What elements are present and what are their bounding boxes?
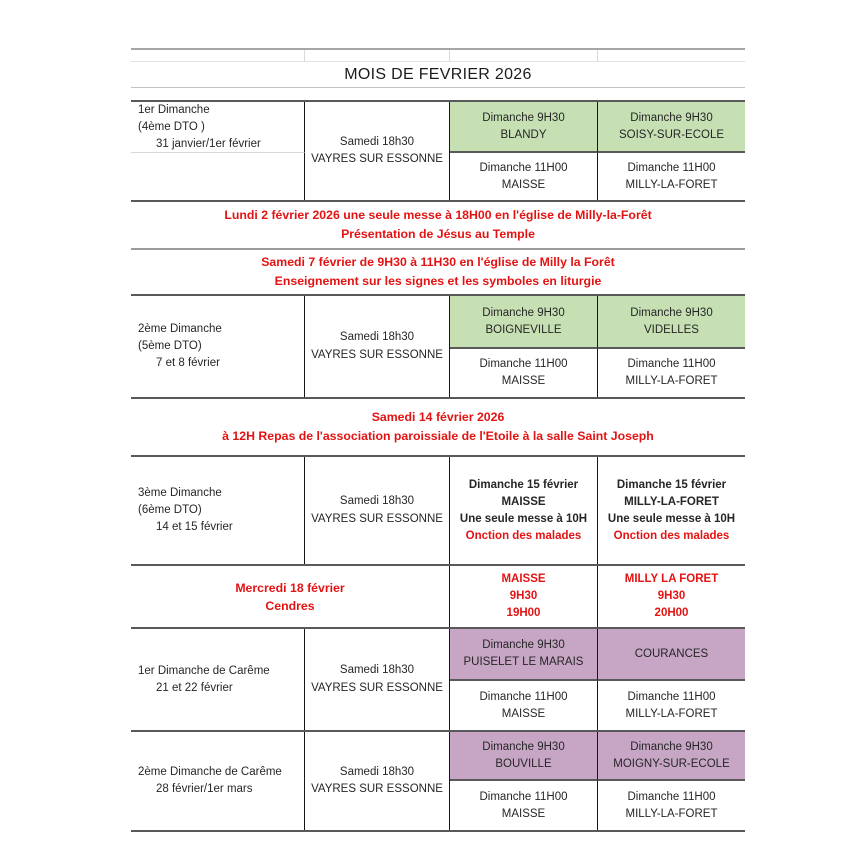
text-line: (5ème DTO) bbox=[138, 340, 202, 352]
week1-label-cell bbox=[131, 102, 305, 153]
week5-1100-left-cell bbox=[450, 781, 598, 830]
week2-1100-right-cell bbox=[598, 349, 745, 397]
text-line: 19H00 bbox=[506, 607, 541, 619]
week4-saturday-cell bbox=[305, 629, 450, 730]
text-line: (6ème DTO) bbox=[138, 504, 202, 516]
text-line: MAISSE bbox=[501, 178, 546, 191]
week5-row bbox=[131, 730, 745, 832]
week5-1100-right-cell bbox=[598, 781, 745, 830]
spacer-cell bbox=[131, 50, 305, 61]
spacer-cell bbox=[450, 50, 598, 61]
week1-saturday-cell bbox=[305, 102, 450, 200]
text-line: BOIGNEVILLE bbox=[485, 323, 562, 336]
text-line: BLANDY bbox=[500, 128, 547, 141]
text-line: 20H00 bbox=[654, 607, 689, 619]
text-line: BOUVILLE bbox=[495, 757, 552, 770]
text-line: MOIGNY-SUR-ECOLE bbox=[613, 757, 730, 770]
text-line: Lundi 2 février 2026 une seule messe à 18H00 en l'église de Milly-la-Forêt bbox=[224, 207, 652, 222]
text-line: Cendres bbox=[265, 598, 315, 613]
text-line: 14 et 15 février bbox=[156, 521, 233, 533]
text-line: MILLY-LA-FORET bbox=[625, 375, 718, 387]
week5-label-cell bbox=[131, 732, 305, 830]
notice-candlemas bbox=[131, 200, 745, 248]
week3-saturday-cell bbox=[305, 457, 450, 564]
text-line: 1er Dimanche de Carême bbox=[138, 664, 270, 677]
text-line: VAYRES SUR ESSONNE bbox=[311, 783, 443, 795]
spacer-cell bbox=[598, 50, 745, 61]
week3-maisse-cell bbox=[450, 457, 598, 564]
text-line: 1er Dimanche bbox=[138, 103, 210, 116]
text-line: 21 et 22 février bbox=[156, 681, 233, 694]
text-line: Présentation de Jésus au Temple bbox=[341, 227, 535, 241]
text-line: Dimanche 11H00 bbox=[627, 358, 716, 370]
week4-row bbox=[131, 627, 745, 730]
text-line: Samedi 18h30 bbox=[339, 331, 415, 343]
text-line: Dimanche 9H30 bbox=[630, 111, 713, 124]
week3-milly-cell bbox=[598, 457, 745, 564]
week5-saturday-cell bbox=[305, 732, 450, 830]
text-line: MAISSE bbox=[501, 375, 546, 387]
text-line: Dimanche 9H30 bbox=[482, 740, 565, 753]
text-line: SOISY-SUR-ECOLE bbox=[618, 128, 725, 141]
page-title: MOIS DE FEVRIER 2026 bbox=[131, 62, 745, 88]
text-line: Samedi 18h30 bbox=[339, 664, 415, 676]
text-line: Dimanche 9H30 bbox=[630, 306, 713, 319]
week2-saturday-cell bbox=[305, 296, 450, 397]
text-line: 2ème Dimanche de Carême bbox=[138, 766, 282, 778]
text-line: 3ème Dimanche bbox=[138, 487, 222, 499]
text-line: 2ème Dimanche bbox=[138, 323, 222, 335]
week1-label-empty-cell bbox=[131, 153, 305, 200]
text-line: VAYRES SUR ESSONNE bbox=[311, 348, 443, 361]
week2-0930-right-cell bbox=[598, 296, 745, 349]
text-line: Samedi 18h30 bbox=[339, 135, 415, 148]
spacer-cell bbox=[305, 50, 450, 61]
text-line: VAYRES SUR ESSONNE bbox=[311, 681, 443, 694]
notice-teaching bbox=[131, 248, 745, 294]
text-line: 28 février/1er mars bbox=[156, 783, 253, 795]
text-line: MILLY-LA-FORET bbox=[624, 495, 719, 508]
text-line: Dimanche 9H30 bbox=[482, 639, 565, 651]
text-line: 7 et 8 février bbox=[156, 357, 220, 369]
text-line: VAYRES SUR ESSONNE bbox=[311, 153, 443, 165]
text-line: MAISSE bbox=[501, 495, 546, 508]
ash-wednesday-row bbox=[131, 564, 745, 627]
text-line: MAISSE bbox=[501, 807, 546, 820]
text-line: MAISSE bbox=[501, 573, 546, 585]
text-line: 9H30 bbox=[509, 590, 538, 602]
text-line: (4ème DTO ) bbox=[138, 120, 205, 133]
text-line: Onction des malades bbox=[465, 529, 582, 542]
text-line: Dimanche 11H00 bbox=[627, 790, 716, 803]
text-line: Samedi 18h30 bbox=[339, 495, 415, 507]
text-line: Dimanche 15 février bbox=[616, 478, 727, 491]
week2-label-cell bbox=[131, 296, 305, 397]
february-schedule-table bbox=[131, 48, 745, 832]
text-line: Enseignement sur les signes et les symboles en liturgie bbox=[274, 274, 602, 288]
text-line: PUISELET LE MARAIS bbox=[463, 656, 584, 668]
text-line: Dimanche 15 février bbox=[468, 478, 579, 491]
week4-1100-left-cell bbox=[450, 681, 598, 730]
text-line: COURANCES bbox=[634, 647, 709, 660]
week5-0930-left-cell bbox=[450, 732, 598, 781]
text-line: 9H30 bbox=[657, 590, 686, 602]
text-line: MAISSE bbox=[501, 707, 546, 720]
ash-wednesday-maisse-cell bbox=[450, 566, 598, 627]
notice-parish-meal bbox=[131, 397, 745, 455]
text-line: MILLY-LA-FORET bbox=[625, 178, 718, 191]
text-line: Samedi 18h30 bbox=[339, 765, 415, 778]
ash-wednesday-label-cell bbox=[131, 566, 450, 627]
week1-1100-right-cell bbox=[598, 153, 745, 200]
week1-row bbox=[131, 100, 745, 200]
text-line: Une seule messe à 10H bbox=[607, 512, 736, 525]
week2-row bbox=[131, 294, 745, 397]
week4-1100-right-cell bbox=[598, 681, 745, 730]
text-line: MILLY-LA-FORET bbox=[625, 807, 718, 820]
text-line: Dimanche 9H30 bbox=[482, 111, 565, 124]
text-line: MILLY-LA-FORET bbox=[625, 707, 718, 720]
week5-0930-right-cell bbox=[598, 732, 745, 781]
text-line: Dimanche 9H30 bbox=[482, 306, 565, 319]
text-line: MILLY LA FORET bbox=[624, 573, 719, 585]
text-line: VAYRES SUR ESSONNE bbox=[311, 512, 443, 525]
week3-label-cell bbox=[131, 457, 305, 564]
text-line: Samedi 7 février de 9H30 à 11H30 en l'église de Milly la Forêt bbox=[261, 254, 615, 269]
text-line: Dimanche 11H00 bbox=[627, 161, 716, 174]
text-line: Dimanche 11H00 bbox=[479, 358, 568, 370]
text-line: Dimanche 11H00 bbox=[479, 790, 568, 803]
text-line: VIDELLES bbox=[644, 323, 699, 336]
week2-1100-left-cell bbox=[450, 349, 598, 397]
week4-0930-right-cell bbox=[598, 629, 745, 681]
text-line: Dimanche 9H30 bbox=[630, 740, 713, 753]
ash-wednesday-milly-cell bbox=[598, 566, 745, 627]
top-spacer-row bbox=[131, 48, 745, 62]
week1-0930-right-cell bbox=[598, 102, 745, 153]
week1-1100-left-cell bbox=[450, 153, 598, 200]
week4-label-cell bbox=[131, 629, 305, 730]
text-line: Onction des malades bbox=[613, 529, 730, 542]
text-line: 31 janvier/1er février bbox=[156, 137, 261, 150]
text-line: à 12H Repas de l'association paroissiale de l'Etoile à la salle Saint Joseph bbox=[222, 429, 654, 443]
text-line: Mercredi 18 février bbox=[235, 580, 345, 595]
week1-0930-left-cell bbox=[450, 102, 598, 153]
week3-row bbox=[131, 455, 745, 564]
week4-0930-left-cell bbox=[450, 629, 598, 681]
text-line: Dimanche 11H00 bbox=[627, 690, 716, 703]
text-line: Samedi 14 février 2026 bbox=[371, 409, 505, 424]
text-line: Dimanche 11H00 bbox=[479, 690, 568, 703]
text-line: Dimanche 11H00 bbox=[479, 161, 568, 174]
week2-0930-left-cell bbox=[450, 296, 598, 349]
text-line: Une seule messe à 10H bbox=[459, 512, 588, 525]
